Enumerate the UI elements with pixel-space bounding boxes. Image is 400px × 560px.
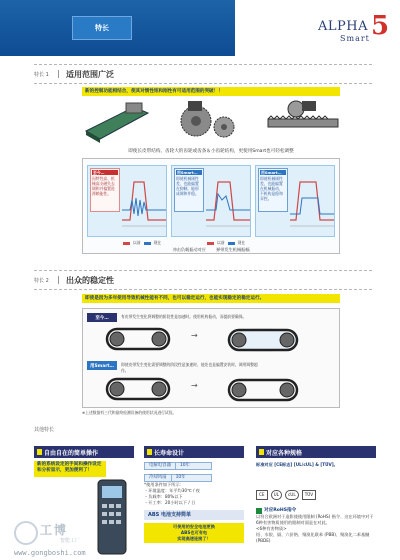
feature-long-life xyxy=(144,446,244,558)
feature2-heading xyxy=(34,274,114,286)
waveform-smart xyxy=(206,170,250,234)
graph-note-title: 用Smart… xyxy=(260,170,286,175)
rohs-text-3: 铅、水银、镉、六价铬、聚溴化联苯 (PBB)、聚溴化二苯基醚 (PBDE) xyxy=(256,532,370,543)
col3-body xyxy=(256,462,376,558)
logo-smart: Smart xyxy=(340,34,370,43)
feature-standards xyxy=(256,446,376,558)
belt-text-smart: 即使皮带发生变化需要调整的阶段性是加速时，他处也是偏置安装时，调用调整超作。 xyxy=(121,362,258,373)
abs-text-3: 实现高速连接了！ xyxy=(177,536,211,541)
cul-mark-icon: cUL xyxy=(285,490,299,500)
watermark-url: www.gongboshi.com xyxy=(14,549,86,557)
rohs-title: 对应RoHS指令 xyxy=(264,508,297,513)
belt-drawing-before-1 xyxy=(103,325,173,353)
life-key: 冷却风扇 xyxy=(149,475,167,480)
feature1-label: 特长 1 xyxy=(34,71,49,78)
gear-illustration xyxy=(174,99,244,145)
legend-item-1: 冲击负载振动对应 xyxy=(172,247,206,252)
graph-note-smart-2 xyxy=(258,168,288,212)
feature2-title: 出众的稳定性 xyxy=(66,275,114,285)
belt-text-before: 有皮带发生变化将调整的阶段性是加速时。使用机构振动，而提前要确保。 xyxy=(121,314,247,319)
feature2-note: ※上述数据有三代和最终检测设备的使用状况进行试验。 xyxy=(82,410,177,415)
logo-five: 5 xyxy=(371,11,390,41)
ce-mark-icon: CE xyxy=(256,490,268,500)
life-key: 电解电容器 xyxy=(149,463,171,468)
legend-before xyxy=(123,239,161,247)
graph-legend-bottom xyxy=(83,247,339,253)
belt-tag-smart: 用Smart… xyxy=(87,361,117,370)
arrow-right-icon: → xyxy=(191,331,198,340)
life-condition-1: ・环境温度：年平均30℃ / 夜 xyxy=(144,488,200,493)
graph-note-text: 因特性高、机械高支磁失去调和并偏置进滞赖能性。 xyxy=(92,176,115,196)
legend-swatch-blue xyxy=(144,242,151,245)
feature2-label: 特长 2 xyxy=(34,277,49,284)
graph-panel-before xyxy=(87,165,167,237)
graph-note-text: 即使机械刚性差，也能偏置在机械振动，不机构是稳和弄控。 xyxy=(260,176,283,201)
graph-note-text: 即使机械刚性差，也能偏置在抑制，能形成调和并稳。 xyxy=(176,176,199,196)
life-value: 10年 xyxy=(175,463,194,469)
watermark-logo-text: 工博 xyxy=(40,523,69,537)
col1-body xyxy=(34,458,134,474)
legend-item-2: 弹带发生机械振幅 xyxy=(216,247,250,252)
feature1-caption: 新的控制功能相结合，使其对惯性矩和刚性有可适用范围的突破！！ xyxy=(82,87,340,96)
waveform-before xyxy=(122,170,166,234)
alpha5-smart-logo xyxy=(318,11,392,50)
watermark-subtitle: 智能工厂 xyxy=(60,538,81,544)
feature1-heading xyxy=(34,68,114,80)
life-row-fan xyxy=(144,474,212,482)
life-row-capacitor xyxy=(144,462,212,470)
waveform-smart-2 xyxy=(290,170,334,234)
abs-battery-highlight xyxy=(144,523,244,543)
ul-mark-icon: UL xyxy=(271,490,282,500)
graph-panel-smart-2 xyxy=(255,165,335,237)
other-features-label: 其他特长 xyxy=(34,427,55,433)
belt-tag-before: 至今… xyxy=(87,313,117,322)
header-banner xyxy=(0,0,235,56)
separator xyxy=(58,70,59,78)
belt-stability-comparison xyxy=(82,308,340,408)
col1-subtitle: 新的系统设定的手间和操作设定和分析显示，更加便利了！ xyxy=(34,461,106,477)
watermark-logo-icon xyxy=(14,521,38,545)
col2-body xyxy=(144,462,244,543)
legend-new-label: 现在 xyxy=(237,240,246,245)
mechanism-illustrations xyxy=(82,99,340,145)
feature2-caption: 即使是因为多年使用导致机械性能有不同，也可以稳定运行，也能实现稳定的稳定运行。 xyxy=(82,294,340,303)
legend-swatch-red xyxy=(123,242,130,245)
divider xyxy=(34,64,372,65)
life-conditions: *使用条件如下所示： xyxy=(144,482,184,487)
arrow-right-icon: → xyxy=(191,381,198,390)
graph-note-title: 至今… xyxy=(92,170,118,175)
belt-drawing-smart-2 xyxy=(223,375,303,405)
page-header xyxy=(0,0,400,58)
rohs-text-1: 以符合欧洲对于造影使使用限制 (RoHS) 指令、这在环境中对于6种有害物质使用的限制对面是在对此。 xyxy=(256,514,374,525)
divider xyxy=(34,83,372,84)
belt-conveyor-illustration xyxy=(82,99,152,145)
watermark xyxy=(12,521,112,559)
abs-text-2: ABS也可有电 xyxy=(180,530,208,535)
col1-title: 自由自在的简单操作 xyxy=(34,446,134,458)
separator xyxy=(58,276,59,284)
legend-swatch-red xyxy=(207,242,214,245)
rohs-text-2: <6种有害物质> xyxy=(256,526,287,531)
abs-battery-title: ABS 电池支持简单 xyxy=(144,510,244,520)
certification-marks xyxy=(256,490,316,500)
divider xyxy=(34,289,372,290)
tuv-mark-icon: TÜV xyxy=(302,490,317,500)
feature1-title: 适用范围广泛 xyxy=(66,69,114,79)
legend-prev-label: 以前 xyxy=(133,240,141,245)
legend-prev-label: 以前 xyxy=(217,240,225,245)
graph-panel-smart xyxy=(171,165,251,237)
life-condition-3: ・开工率：20小时以下 / 日 xyxy=(144,500,196,505)
graph-note-title: 用Smart… xyxy=(176,170,202,175)
graph-note-smart xyxy=(174,168,204,212)
graph-note-before xyxy=(90,168,120,212)
vibration-comparison-graphs xyxy=(82,158,340,254)
legend-new-label: 现在 xyxy=(153,240,162,245)
life-condition-2: ・负载率：80%以下 xyxy=(144,494,183,499)
legend-swatch-blue xyxy=(228,242,235,245)
standards-text: 标准对应 [CE标志] [UL/cUL] & [TÜV]。 xyxy=(256,462,338,467)
col2-title: 长寿命设计 xyxy=(144,446,244,458)
col3-title: 对应各种规格 xyxy=(256,446,376,458)
legend-smart xyxy=(207,239,245,247)
belt-drawing-before-2 xyxy=(223,325,303,355)
life-value: 10年 xyxy=(171,475,190,481)
logo-alpha: ALPHA xyxy=(318,19,368,34)
feature1-illustration-caption: 即使长皮带结构、齿轮大的齿轮或齿条＆小齿轮结构，更使用Smart也可轻松调整 xyxy=(128,149,294,154)
rohs-section xyxy=(256,508,376,544)
divider xyxy=(34,270,372,271)
belt-drawing-smart-1 xyxy=(103,375,173,403)
feature-tab: 特长 xyxy=(72,16,132,40)
rack-pinion-illustration xyxy=(266,99,340,145)
abs-text-1: 可使用的安全电池更换 xyxy=(173,524,215,529)
